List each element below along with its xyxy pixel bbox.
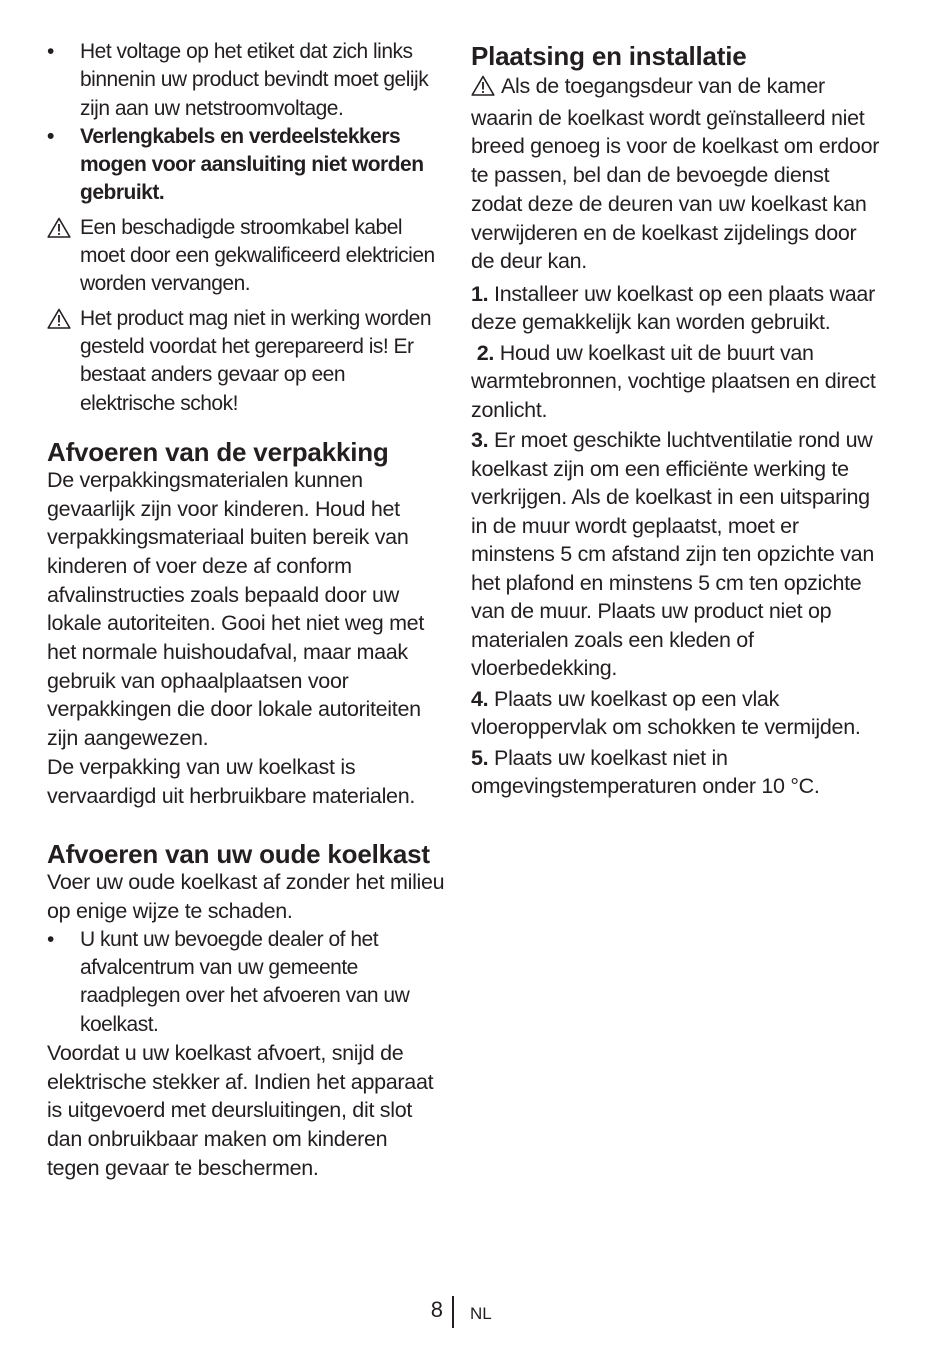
warning-text: Het product mag niet in werking worden gesteld voordat het gerepareerd is! Er bestaat anders gevaar op een elektrische schok!: [80, 306, 432, 415]
step-number: 4.: [471, 686, 489, 711]
step-text: Plaats uw koelkast op een vlak vloeroppervlak om schokken te vermijden.: [471, 686, 861, 740]
section-heading-old-fridge: Afvoeren van uw oude koelkast: [47, 839, 430, 870]
bullet-dot-icon: •: [47, 40, 54, 63]
footer-divider: [452, 1296, 454, 1328]
step-item: [471, 280, 881, 337]
language-code: NL: [470, 1304, 492, 1323]
step-item: [471, 744, 881, 801]
old-fridge-outro: Voordat u uw koelkast afvoert, snijd de elektrische stekker af. Indien het apparaat is uitgevoerd met deursluitingen, dit slot dan onbruikbaar maken om kinderen tegen gevaar te beschermen.: [47, 1040, 434, 1180]
step-number: 2.: [476, 340, 495, 365]
right-column: [471, 42, 881, 801]
step-text: Plaats uw koelkast niet in omgevingstemperaturen onder 10 °C.: [471, 745, 820, 799]
step-number: 1.: [471, 281, 489, 306]
warning-triangle-icon: [471, 75, 495, 104]
warning-triangle-icon: [47, 308, 71, 329]
bullet-text: Verlengkabels en verdeelstekkers mogen voor aansluiting niet worden gebruikt.: [80, 124, 424, 205]
packaging-paragraph: De verpakkingsmaterialen kunnen gevaarlijk zijn voor kinderen. Houd het verpakkingsmateriaal buiten bereik van kinderen of voer deze af conform afvalinstructies zoals bepaald door uw lokale autoriteiten. Gooi het niet weg met het normale huishoudafval, maar maak gebruik van ophaalplaatsen voor verpakkingen die door lokale autoriteiten zijn aangewezen.: [47, 467, 425, 751]
left-column: [47, 38, 445, 1182]
step-item: [471, 426, 881, 683]
warning-item: [47, 305, 445, 418]
bullet-dot-icon: •: [47, 927, 54, 951]
old-fridge-intro: Voer uw oude koelkast af zonder het milieu op enige wijze te schaden.: [47, 870, 445, 923]
section-heading-installation: Plaatsing en installatie: [471, 41, 747, 71]
step-text: Houd uw koelkast uit de buurt van warmtebronnen, vochtige plaatsen en direct zonlicht.: [471, 340, 876, 422]
installation-steps: [471, 280, 881, 801]
installation-warning: [471, 72, 881, 276]
list-item: [47, 926, 445, 1039]
warning-text: Een beschadigde stroomkabel kabel moet door een gekwalificeerd elektricien worden vervangen.: [80, 215, 435, 296]
old-fridge-bullet-list: [47, 926, 445, 1039]
warning-item: [47, 214, 445, 299]
page-number: 8: [430, 1297, 443, 1322]
step-item: [471, 339, 881, 425]
step-number: 3.: [471, 428, 489, 453]
page-footer: [0, 1296, 950, 1330]
step-item: [471, 685, 881, 742]
safety-bullet-list: [47, 38, 445, 208]
section-heading-packaging: Afvoeren van de verpakking: [47, 436, 389, 467]
warning-triangle-icon: [47, 217, 71, 238]
list-item: [47, 38, 445, 123]
step-text: Installeer uw koelkast op een plaats waar deze gemakkelijk kan worden gebruikt.: [471, 281, 875, 335]
warning-text: Als de toegangsdeur van de kamer waarin de koelkast wordt geïnstalleerd niet breed genoeg is voor de koelkast om erdoor te passen, bel dan de bevoegde dienst zodat deze de deuren van uw koelkast kan verwijderen en de koelkast zijdelings door de deur kan.: [471, 74, 880, 274]
step-number: 5.: [471, 745, 489, 770]
list-item: [47, 123, 445, 208]
bullet-dot-icon: •: [47, 124, 54, 148]
packaging-recycle-paragraph: De verpakking van uw koelkast is vervaardigd uit herbruikbare materialen.: [47, 754, 416, 808]
step-text: Er moet geschikte luchtventilatie rond uw koelkast zijn om een efficiënte werking te verkrijgen. Als de koelkast in een uitsparing in de muur wordt geplaatst, moet er minstens 5 cm afstand zijn ten opzichte van het plafond en minstens 5 cm ten opzichte van de muur. Plaats uw product niet op materialen zoals een kleden of vloerbedekking.: [471, 428, 874, 681]
bullet-text: Het voltage op het etiket dat zich links binnenin uw product bevindt moet gelijk zijn aan uw netstroomvoltage.: [80, 40, 429, 120]
bullet-text: U kunt uw bevoegde dealer of het afvalcentrum van uw gemeente raadplegen over het afvoeren van uw koelkast.: [80, 927, 410, 1036]
